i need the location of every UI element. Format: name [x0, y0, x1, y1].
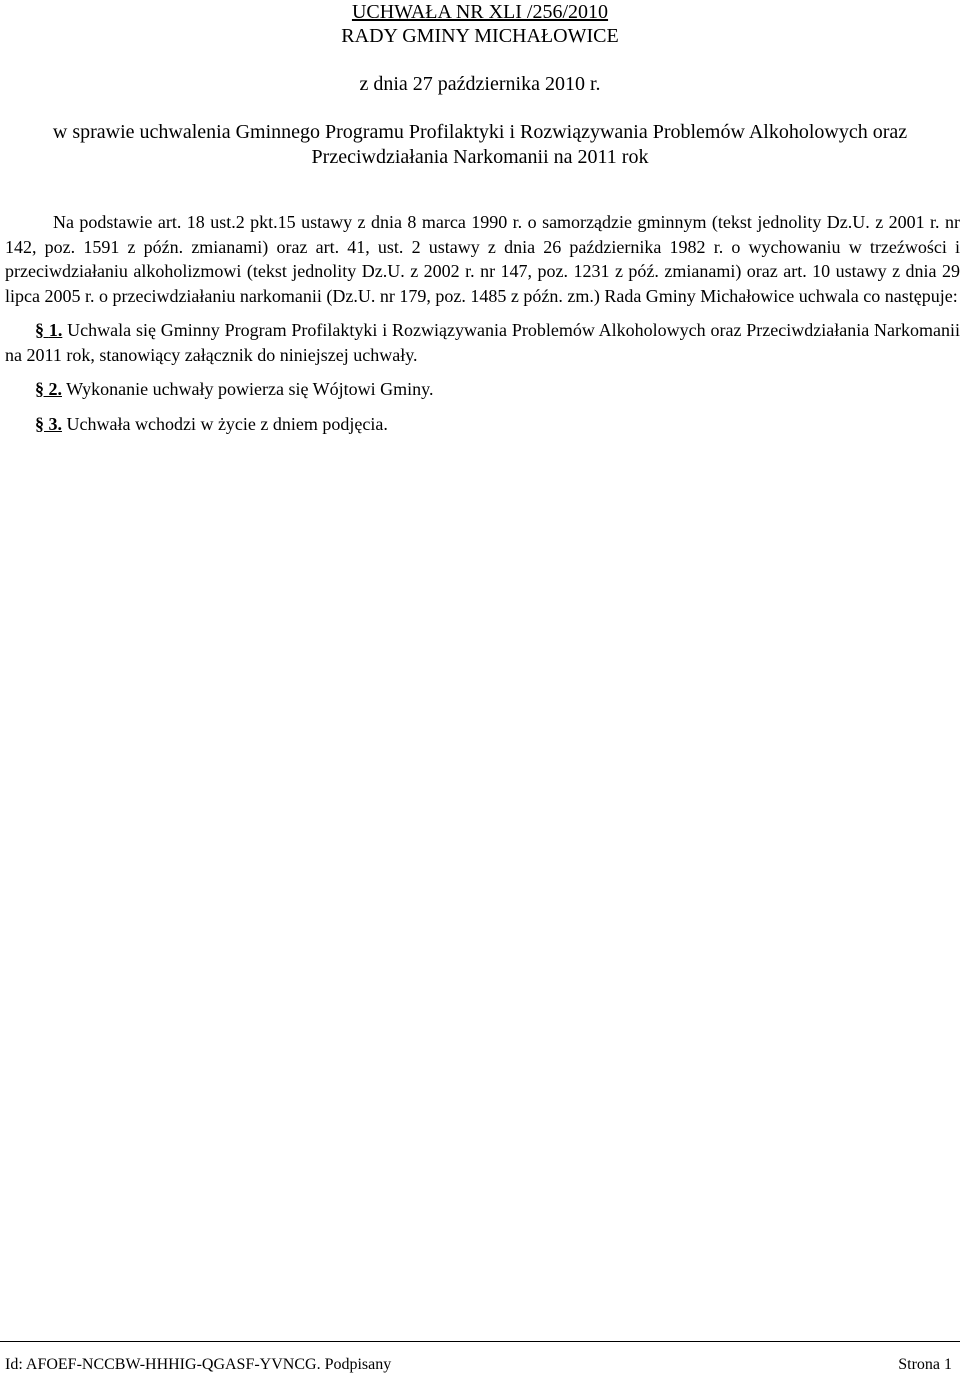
resolution-number: UCHWAŁA NR XLI /256/2010: [351, 1, 609, 23]
paragraph-3-symbol: § 3.: [35, 413, 62, 434]
resolution-header: [0, 0, 960, 48]
page-footer: [0, 1341, 960, 1373]
resolution-subject: [20, 120, 940, 170]
page-number: Strona 1: [898, 1356, 952, 1373]
document-id: Id: AFOEF-NCCBW-HHHIG-QGASF-YVNCG. Podpisany: [5, 1356, 392, 1373]
council-name: RADY GMINY MICHAŁOWICE: [341, 25, 619, 47]
resolution-date: z dnia 27 października 2010 r.: [359, 73, 601, 95]
paragraph-1-symbol: § 1.: [35, 320, 63, 340]
paragraph-3-text: Uchwała wchodzi w życie z dniem podjęcia.: [62, 413, 388, 434]
paragraph-2-symbol: § 2.: [35, 379, 62, 399]
subject-line-1: w sprawie uchwalenia Gminnego Programu Profilaktyki i Rozwiązywania Problemów Alkoholowych oraz: [52, 121, 908, 143]
subject-line-2: Przeciwdziałania Narkomanii na 2011 rok: [311, 146, 649, 168]
resolution-body: [5, 210, 960, 436]
paragraph-1-text: Uchwala się Gminny Program Profilaktyki i Rozwiązywania Problemów Alkoholowych oraz Przeciwdziałania Narkomanii na 2011 rok, stanowiący załącznik do niniejszej uchwały.: [5, 320, 960, 365]
legal-basis-preamble: Na podstawie art. 18 ust.2 pkt.15 ustawy z dnia 8 marca 1990 r. o samorządzie gminnym (tekst jednolity Dz.U. z 2001 r. nr 142, poz. 1591 z późn. zmianami) oraz art. 41, ust. 2 ustawy z dnia 26 października 1982 r. o wychowaniu w trzeźwości i przeciwdziałaniu alkoholizmowi (tekst jednolity Dz.U. z 2002 r. nr 147, poz. 1231 z póź. zmianami) oraz art. 10 ustawy z dnia 29 lipca 2005 r. o przeciwdziałaniu narkomanii (Dz.U. nr 179, poz. 1485 z późn. zm.) Rada Gminy Michałowice uchwala co następuje:: [5, 212, 960, 306]
paragraph-2-text: Wykonanie uchwały powierza się Wójtowi Gminy.: [62, 379, 434, 399]
paragraph-1: [5, 318, 960, 367]
paragraph-3: [5, 412, 960, 437]
paragraph-2: [5, 377, 960, 402]
